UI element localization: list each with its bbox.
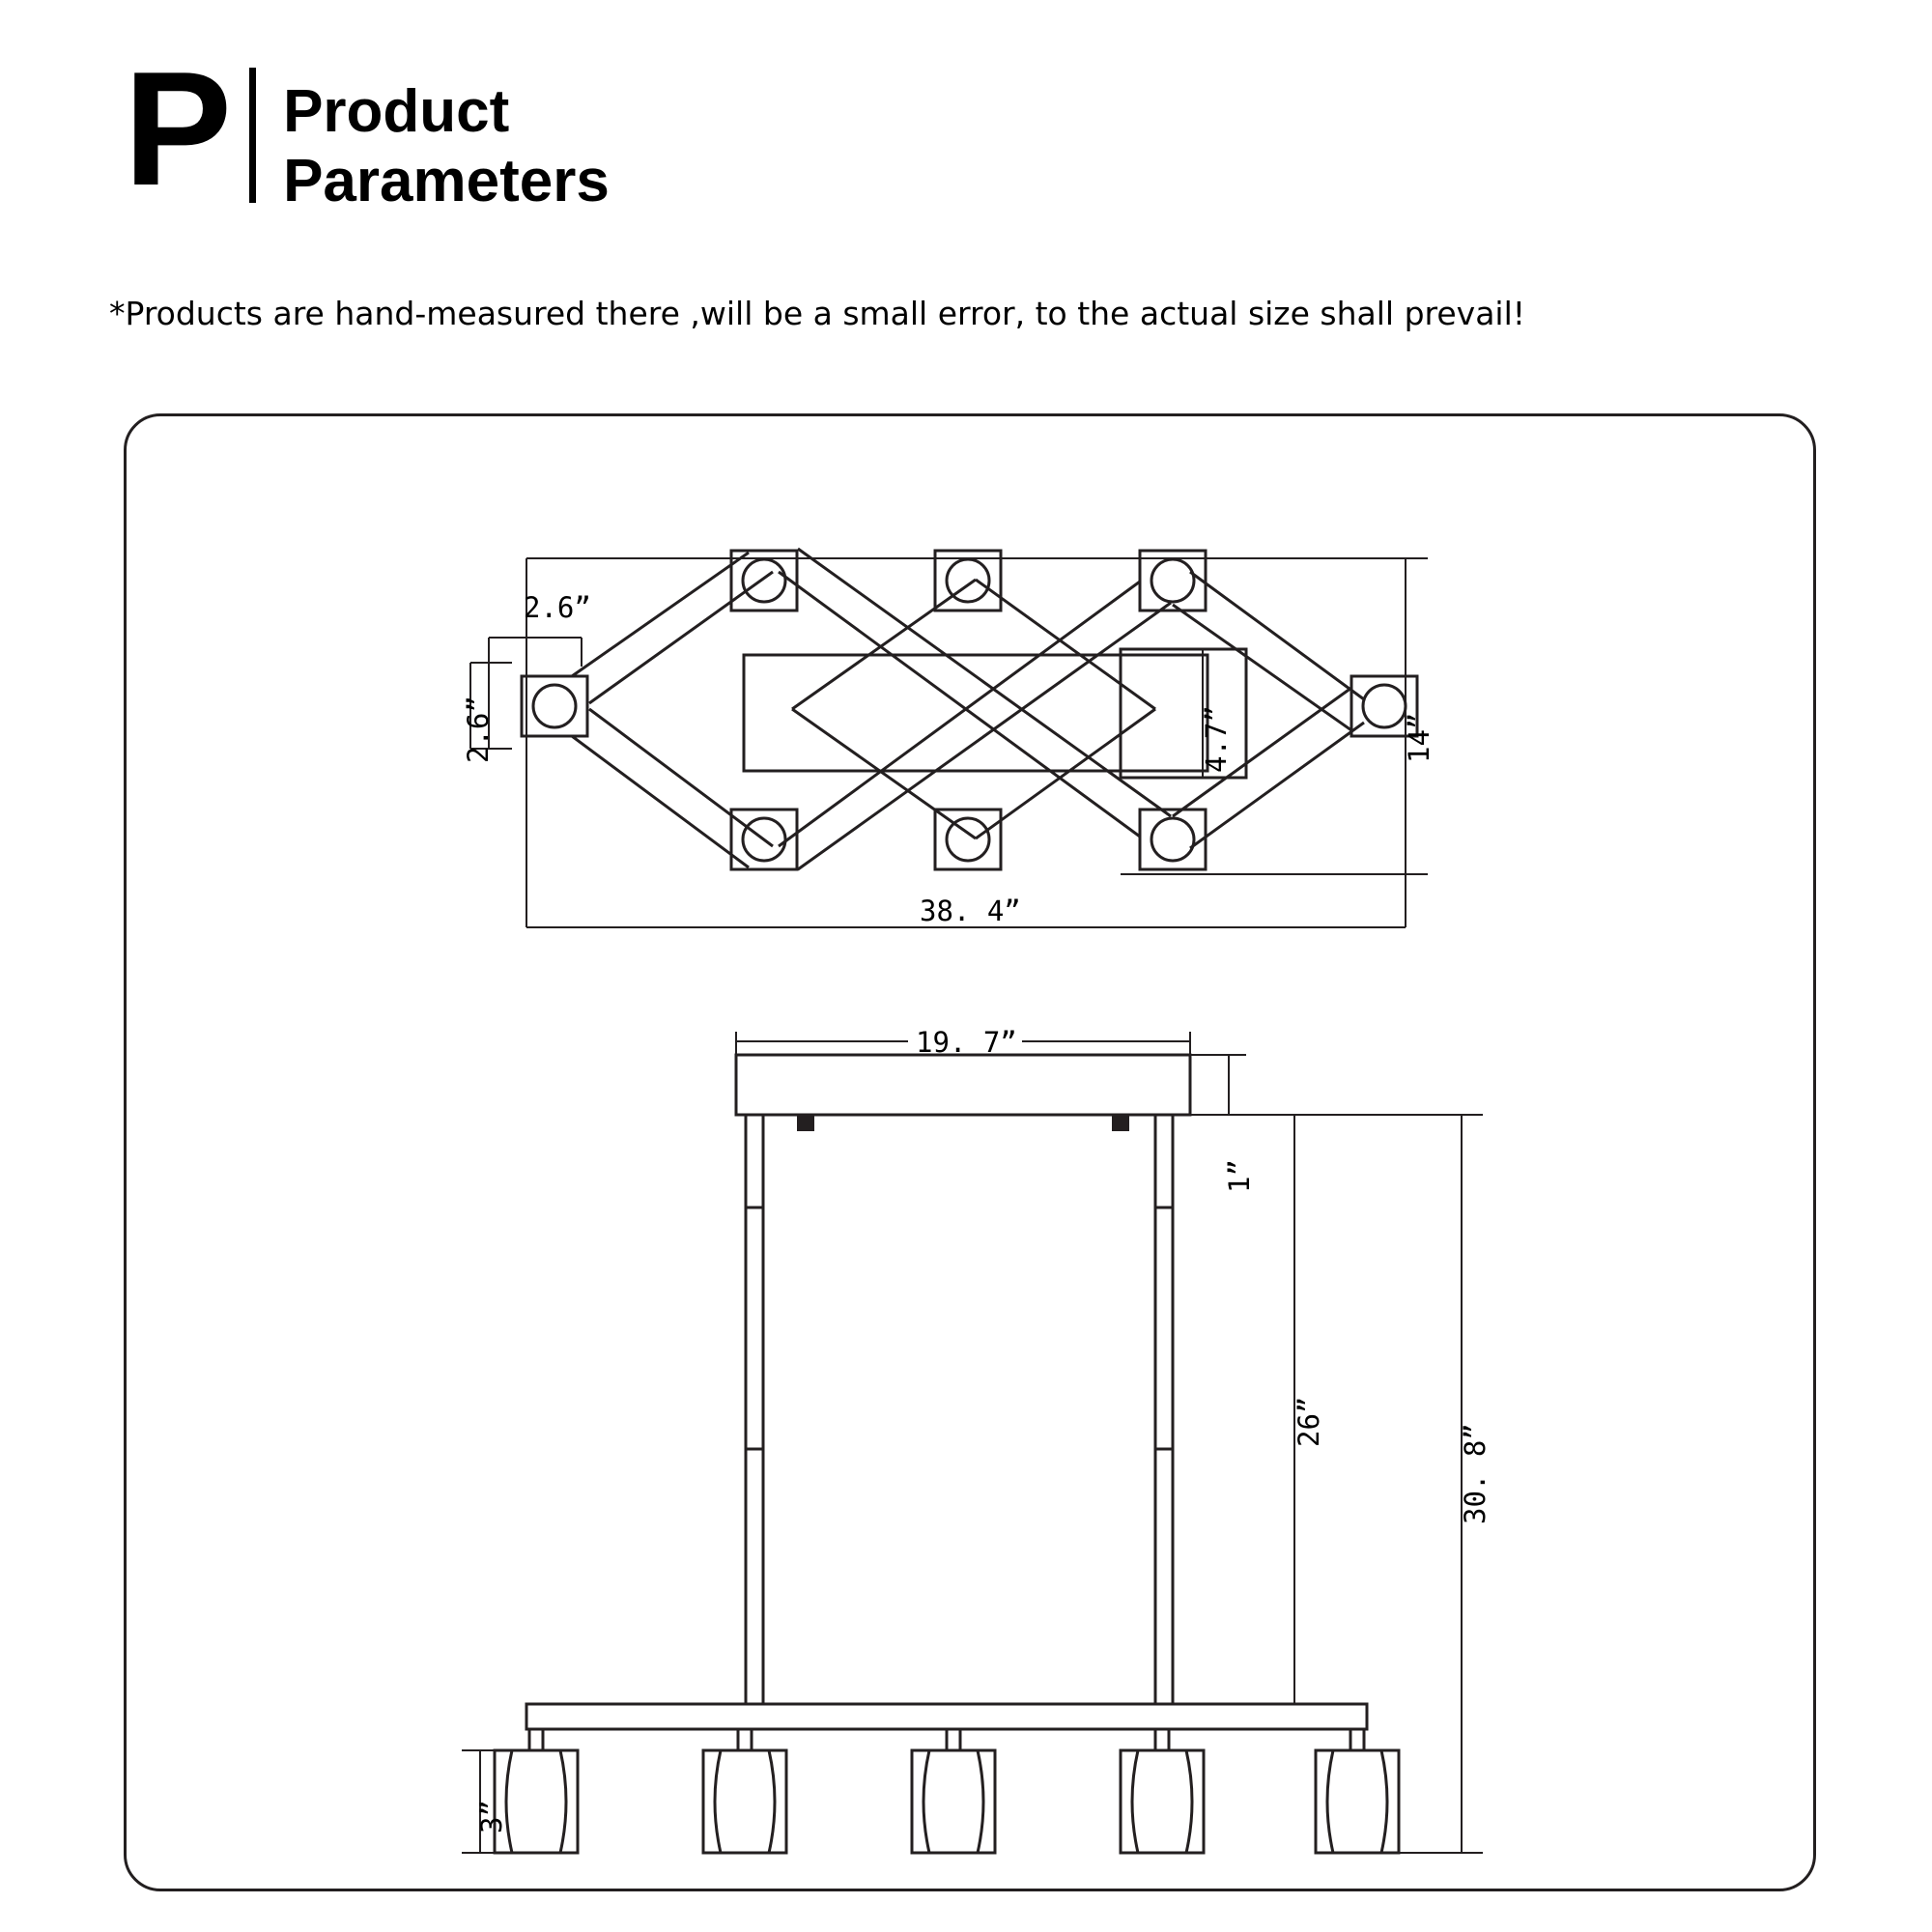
dim-canopy-height-label: 1” <box>1223 1159 1256 1193</box>
dim-overall-width-label: 38. 4” <box>920 895 1021 927</box>
page-title <box>283 77 610 216</box>
monogram-letter: P <box>124 38 229 219</box>
dim-overall-height-label: 14” <box>1403 712 1435 763</box>
dim-rod-drop-label: 26” <box>1293 1396 1325 1447</box>
measurement-note: *Products are hand-measured there ,will be a small error, to the actual size shall prevail! <box>109 295 1525 332</box>
header-divider <box>249 68 256 203</box>
dim-canopy-width-label: 19. 7” <box>916 1026 1017 1059</box>
page-title-line-1: Product <box>283 78 510 145</box>
dim-shade-height-label: 3” <box>475 1800 508 1833</box>
dim-inner-height-label: 4.7” <box>1200 705 1233 773</box>
page-header <box>124 38 610 219</box>
dim-arm-height-label: 2.6” <box>462 696 495 763</box>
dim-arm-width-label: 2.6” <box>524 591 591 624</box>
dim-overall-drop-label: 30. 8” <box>1459 1423 1492 1524</box>
page-title-line-2: Parameters <box>283 148 610 214</box>
diagram-frame <box>124 413 1816 1891</box>
